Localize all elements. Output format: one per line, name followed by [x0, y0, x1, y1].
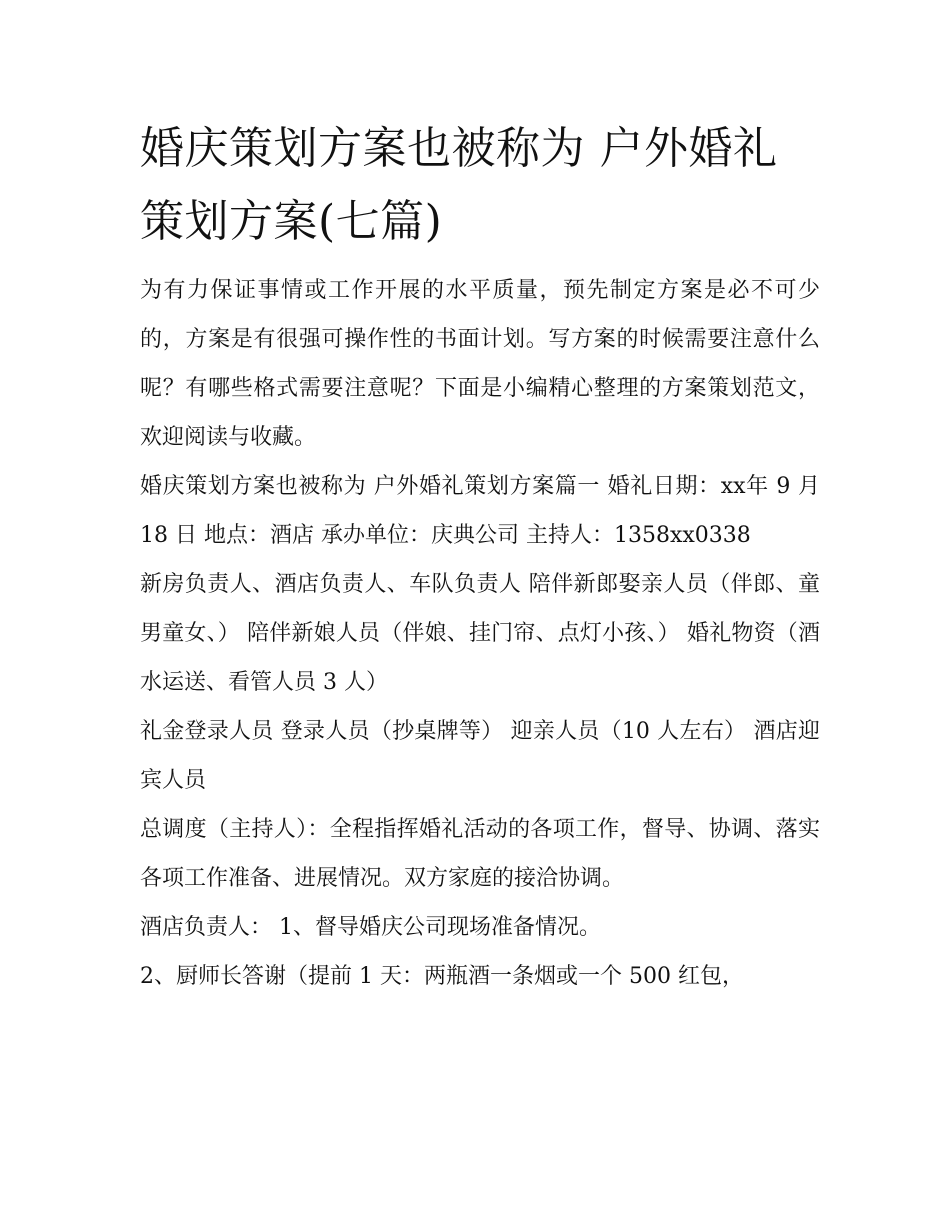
document-body — [140, 266, 820, 1001]
paragraph-intro: 为有力保证事情或工作开展的水平质量，预先制定方案是必不可少的，方案是有很强可操作性的书面计划。写方案的时候需要注意什么呢？有哪些格式需要注意呢？下面是小编精心整理的方案策划范文，欢迎阅读与收藏。 — [140, 278, 820, 450]
paragraph-staff-roles: 新房负责人、酒店负责人、车队负责人 陪伴新郎娶亲人员（伴郎、童男童女、） 陪伴新娘人员（伴娘、挂门帘、点灯小孩、） 婚礼物资（酒水运送、看管人员 3 人） — [140, 572, 820, 695]
document-title: 婚庆策划方案也被称为 户外婚礼策划方案(七篇) — [140, 123, 778, 247]
paragraph-wedding-info: 婚庆策划方案也被称为 户外婚礼策划方案篇一 婚礼日期：xx年 9 月 18 日 地点：酒店 承办单位：庆典公司 主持人：1358xx0338 — [140, 474, 820, 548]
paragraph-reception-staff: 礼金登录人员 登录人员（抄桌牌等） 迎亲人员（10 人左右） 酒店迎宾人员 — [140, 719, 820, 793]
paragraph-chef-thanks: 2、厨师长答谢（提前 1 天：两瓶酒一条烟或一个 500 红包， — [140, 964, 744, 989]
paragraph-hotel-manager: 酒店负责人： 1、督导婚庆公司现场准备情况。 — [140, 915, 601, 940]
document-page — [140, 112, 820, 1001]
paragraph-dispatcher: 总调度（主持人）：全程指挥婚礼活动的各项工作，督导、协调、落实各项工作准备、进展情况。双方家庭的接洽协调。 — [140, 817, 820, 891]
